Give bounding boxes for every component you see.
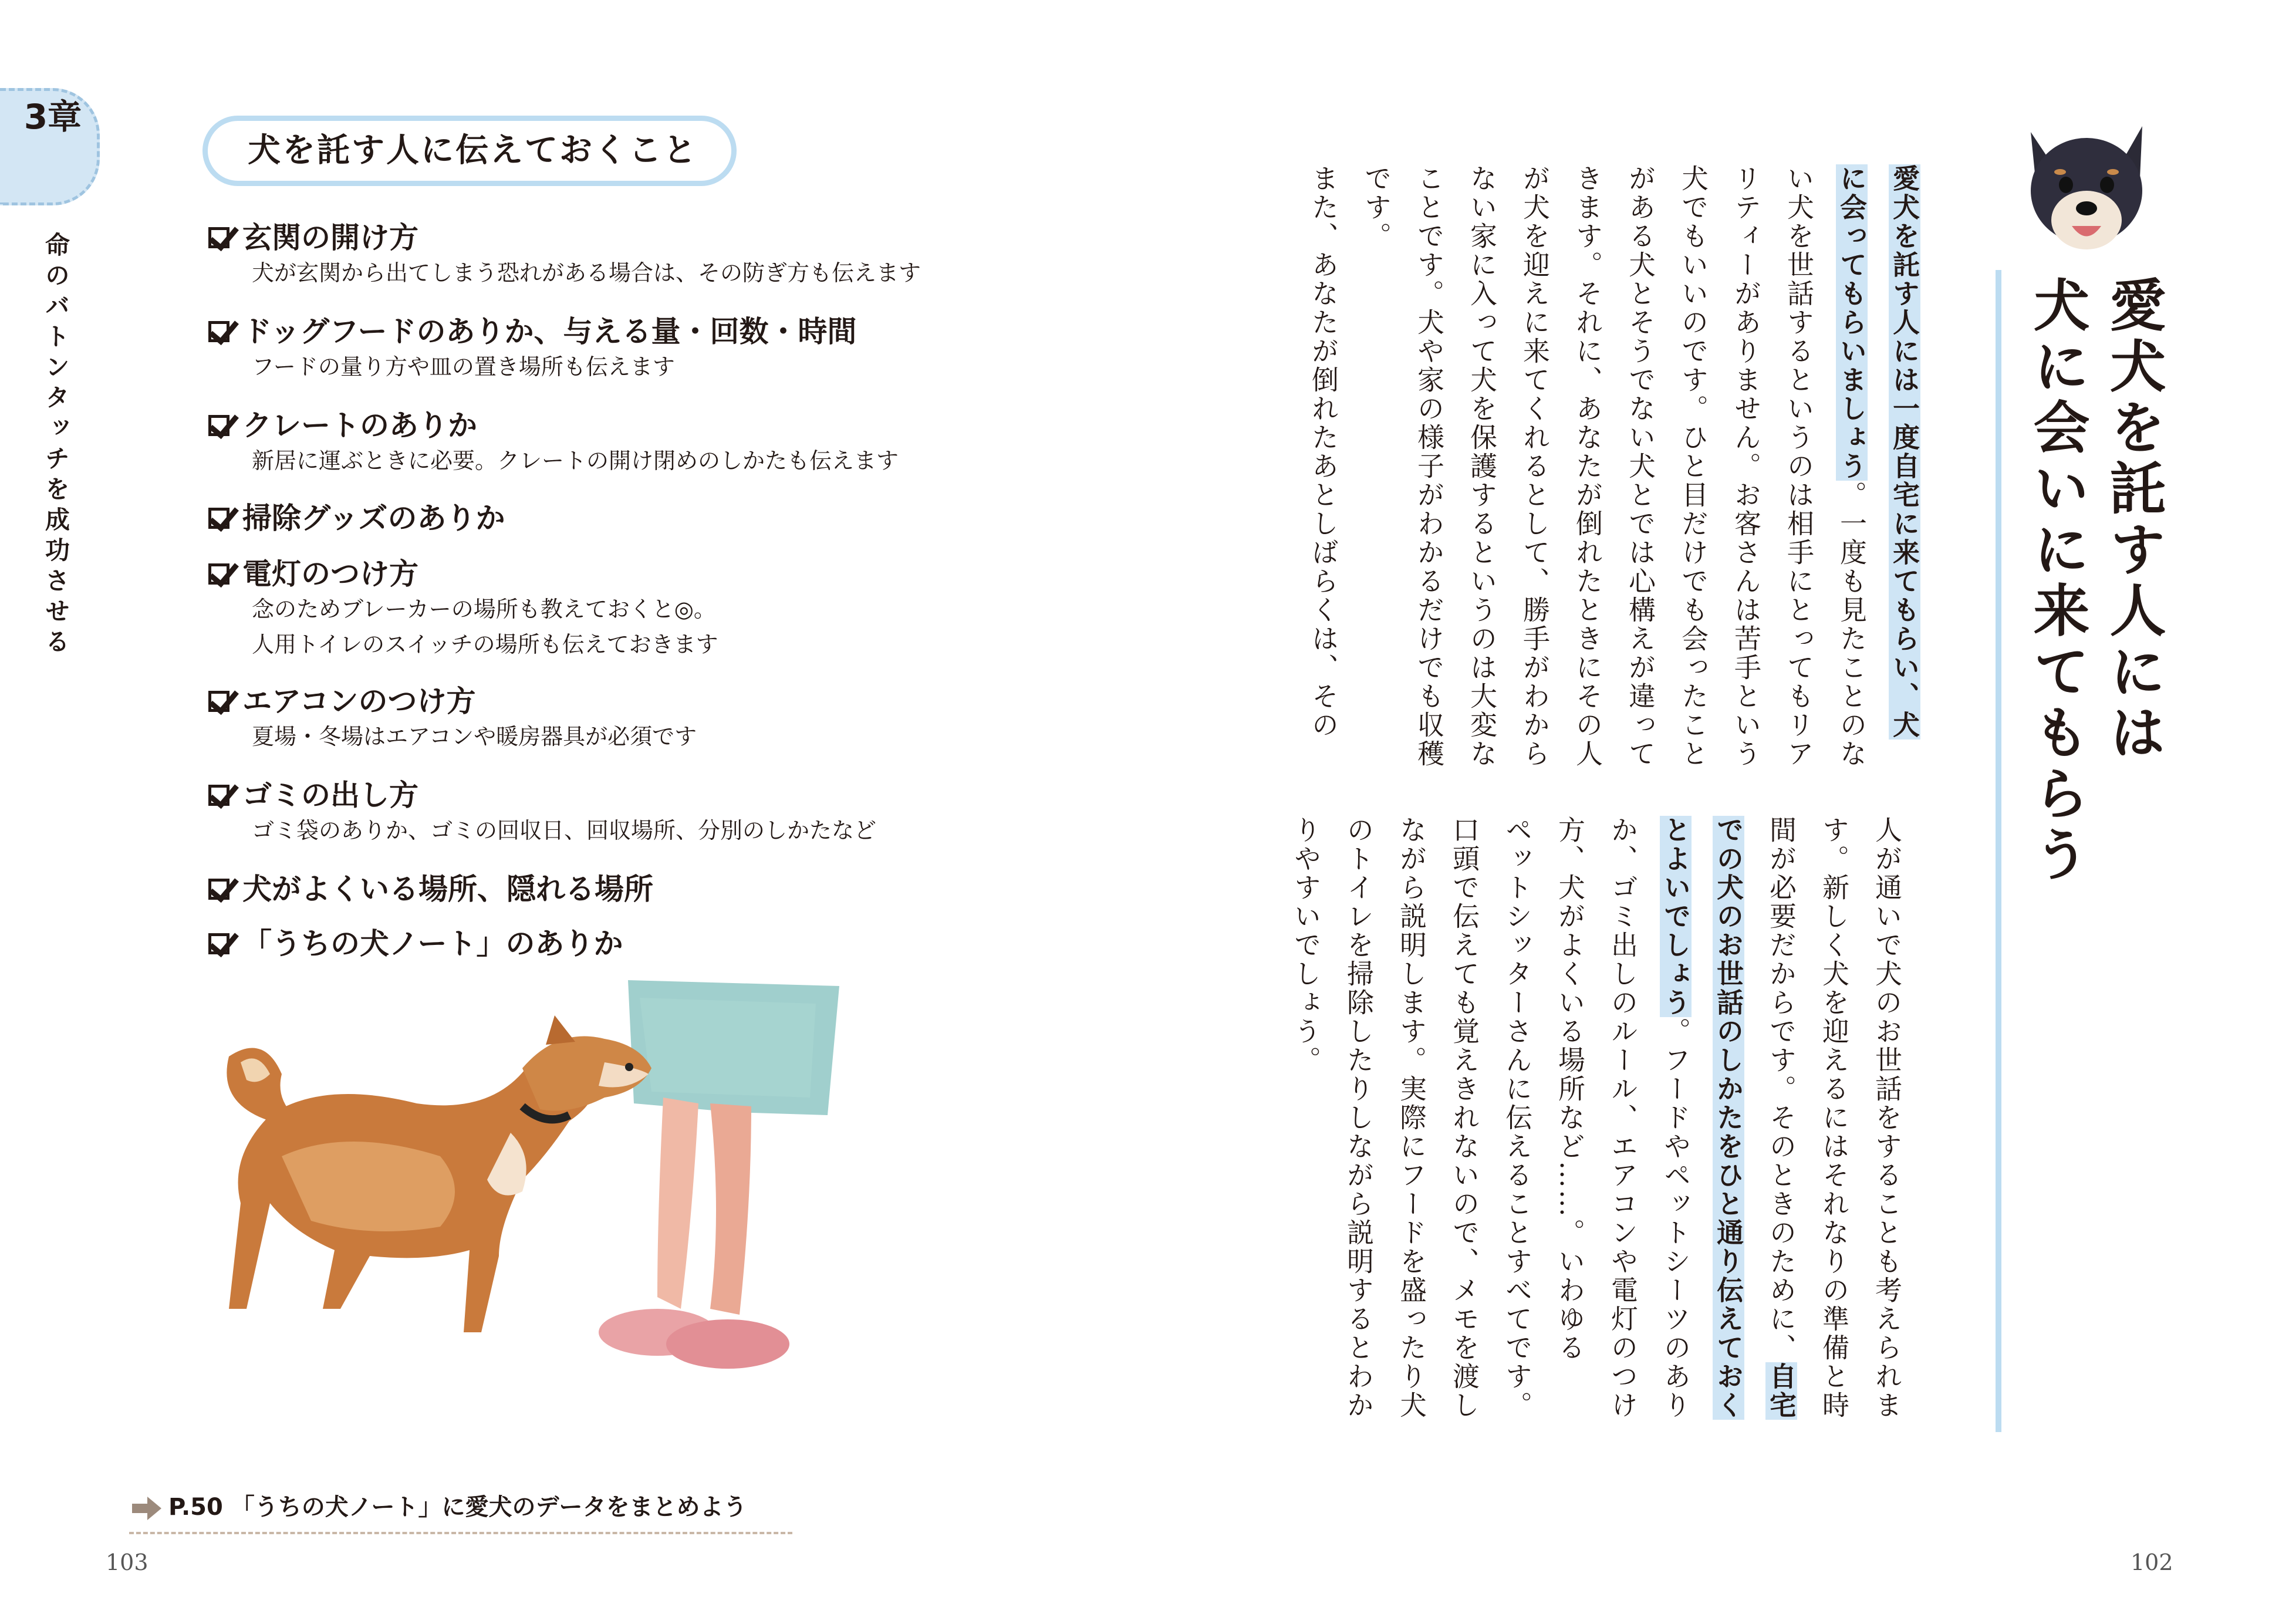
highlighted-text: く: [1713, 1391, 1744, 1420]
checklist-item-note: ゴミ袋のありか、ゴミの回収日、回収場所、分別のしかたなど: [252, 818, 877, 843]
page-title-line: 愛犬を託す人には: [2101, 276, 2166, 764]
checkbox-icon: [208, 879, 229, 900]
checklist-item: [208, 408, 1030, 478]
checkbox-icon: [208, 933, 229, 954]
checklist-item: [208, 501, 1030, 536]
body-text: です。: [1360, 164, 1392, 251]
body-text: ことです。犬や家の様子がわかるだけでも収穫: [1413, 164, 1445, 768]
body-text: 。フードやペットシーツのあり: [1660, 1017, 1692, 1420]
body-text: す。新しく犬を迎えるにはそれなりの準備と時: [1818, 816, 1850, 1420]
body-text: 方、犬がよくいる場所など……。いわゆる: [1554, 816, 1586, 1362]
checkbox-icon: [208, 563, 229, 585]
checklist-item: [208, 220, 1030, 291]
checklist-item: [208, 314, 1030, 384]
checklist-item: [208, 872, 1030, 907]
checklist-item: [208, 778, 1030, 848]
checklist-item-title: 「うちの犬ノート」のありか: [242, 927, 623, 961]
body-text: のトイレを掃除したりしながら説明するとわか: [1343, 816, 1375, 1420]
body-text: 犬でもいいのです。ひと目だけでも会ったこと: [1677, 164, 1709, 768]
body-text: ながら説明します。実際にフードを盛ったり犬: [1396, 816, 1427, 1420]
chapter-label: 3章: [23, 97, 82, 137]
body-text: がある犬とそうでない犬とでは心構えが違って: [1625, 164, 1656, 768]
checkbox-icon: [208, 508, 229, 529]
chapter-title: 命のバトンタッチを成功させる: [42, 232, 70, 659]
shiba-dog-head-illustration: [2019, 114, 2154, 255]
cross-reference-link[interactable]: P.50 「うちの犬ノート」に愛犬のデータをまとめよう: [168, 1494, 747, 1521]
highlighted-text: に会ってもらいましょう: [1836, 164, 1868, 481]
highlighted-text: 自宅: [1765, 1362, 1797, 1420]
checklist-item-note: 夏場・冬場はエアコンや暖房器具が必須です: [252, 724, 697, 749]
checkbox-icon: [208, 321, 229, 342]
page-title: [2019, 276, 2172, 1156]
page-title-line: 犬に会いに来てもらう: [2024, 276, 2090, 886]
checklist-item-note: フードの量り方や皿の置き場所も伝えます: [252, 354, 675, 380]
body-text: ペットシッターさんに伝えることすべてです。: [1501, 816, 1533, 1420]
article-body-upper: [1308, 164, 1931, 810]
body-text: りやすいでしょう。: [1290, 816, 1322, 1075]
checklist-item-title: ドッグフードのありか、与える量・回数・時間: [242, 315, 857, 349]
checklist-heading: 犬を託す人に伝えておくこと: [202, 116, 737, 186]
body-text: 人が通いで犬のお世話をすることも考えられま: [1871, 816, 1903, 1420]
highlighted-text: での犬のお世話のしかたをひと通り伝えてお: [1713, 816, 1744, 1391]
checklist-item-note: 人用トイレのスイッチの場所も伝えておきます: [252, 632, 718, 657]
checkbox-icon: [208, 785, 229, 806]
title-accent-bar: [1996, 270, 2001, 1432]
page-number-right: 102: [2131, 1549, 2173, 1575]
body-text: また、あなたが倒れたあとしばらくは、その: [1308, 164, 1339, 740]
body-text: が犬を迎えに来てくれるとして、勝手がわから: [1519, 164, 1551, 768]
checklist-item-note: 念のためブレーカーの場所も教えておくと◎。: [252, 596, 716, 622]
body-text: 。一度も見たことのな: [1836, 481, 1868, 768]
checklist-item-title: エアコンのつけ方: [242, 684, 476, 718]
body-text: リティーがありません。お客さんは苦手という: [1730, 164, 1762, 768]
checklist-item-note: 犬が玄関から出てしまう恐れがある場合は、その防ぎ方も伝えます: [252, 260, 921, 286]
checklist-item-title: 電灯のつけ方: [242, 557, 418, 591]
body-text: か、ゴミ出しのルール、エアコンや電灯のつけ: [1607, 816, 1639, 1420]
checklist-item-title: クレートのありか: [242, 408, 477, 443]
article-body-lower: [1290, 816, 1913, 1450]
checkbox-icon: [208, 691, 229, 712]
body-text: い犬を世話するというのは相手にとってもリア: [1783, 164, 1815, 768]
checklist-item: [208, 556, 1030, 662]
checklist-item-title: ゴミの出し方: [242, 778, 418, 812]
body-text: 口頭で伝えても覚えきれないので、メモを渡し: [1449, 816, 1480, 1420]
dashed-divider: [129, 1532, 792, 1534]
checklist-item: [208, 926, 1030, 961]
body-text: きます。それに、あなたが倒れたときにその人: [1572, 164, 1603, 768]
highlighted-text: とよいでしょう: [1660, 816, 1692, 1017]
dog-and-owner-illustration: [194, 980, 851, 1438]
body-text: 間が必要だからです。そのときのために、: [1765, 816, 1797, 1362]
checklist-item: [208, 684, 1030, 754]
checkbox-icon: [208, 415, 229, 436]
checklist-item-title: 掃除グッズのありか: [242, 501, 505, 535]
arrow-right-icon: [132, 1497, 161, 1520]
highlighted-text: 愛犬を託す人には一度自宅に来てもらい、犬: [1889, 164, 1920, 740]
checklist-item-title: 玄関の開け方: [242, 221, 418, 255]
body-text: ない家に入って犬を保護するというのは大変な: [1466, 164, 1498, 768]
page-number-left: 103: [106, 1549, 148, 1575]
checklist-item-title: 犬がよくいる場所、隠れる場所: [242, 872, 653, 906]
checkbox-icon: [208, 227, 229, 248]
checklist-item-note: 新居に運ぶときに必要。クレートの開け閉めのしかたも伝えます: [252, 448, 899, 474]
